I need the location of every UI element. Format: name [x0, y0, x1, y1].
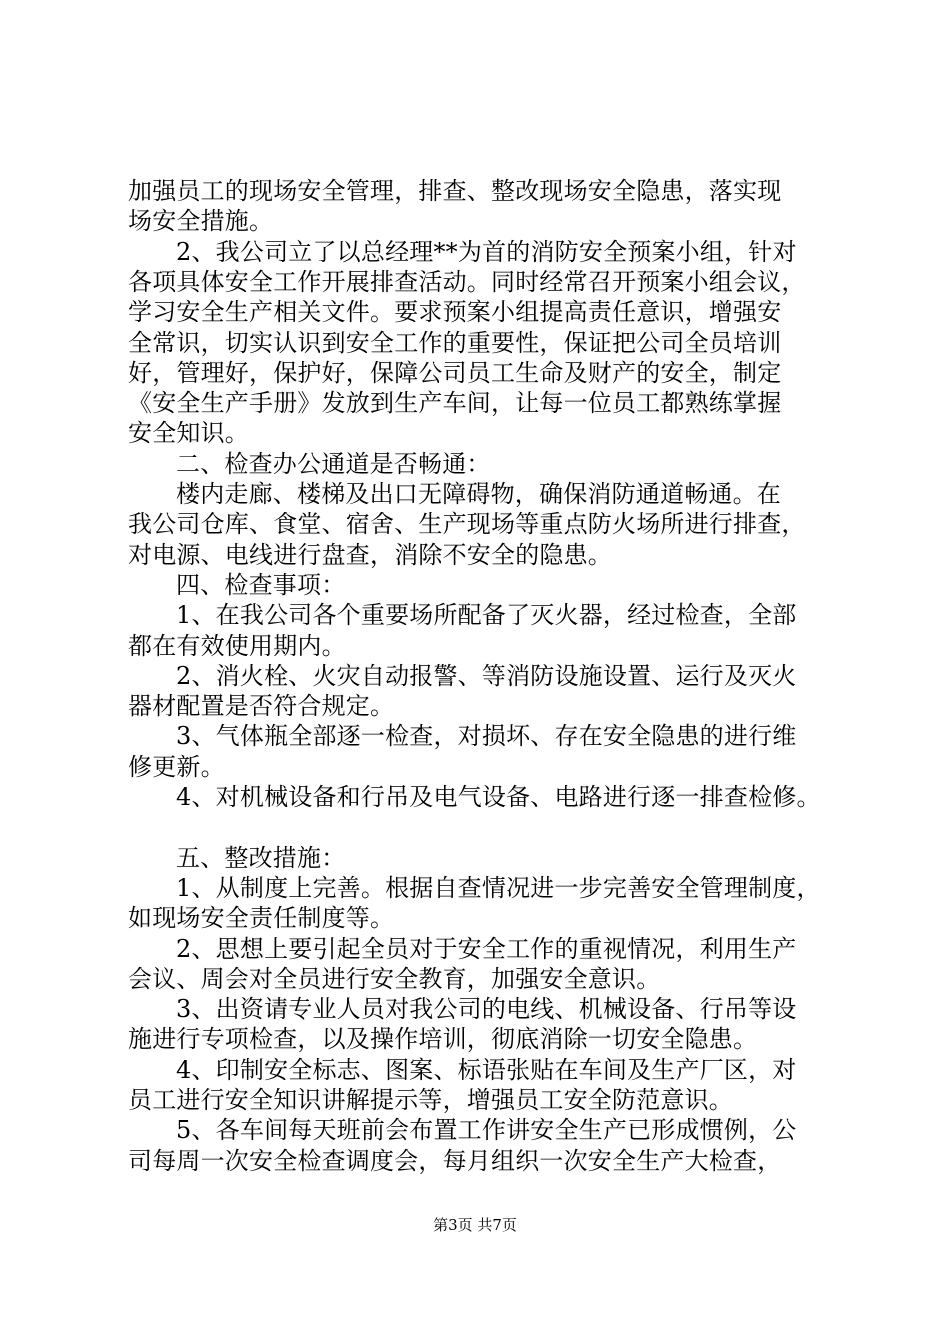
- text-line: 五、整改措施：: [176, 843, 346, 872]
- text-line: 员工进行安全知识讲解提示等，增强员工安全防范意识。: [128, 1086, 733, 1114]
- text-line: 学习安全生产相关文件。要求预案小组提高责任意识，增强安: [128, 298, 782, 327]
- text-line: 我公司仓库、食堂、宿舍、生产现场等重点防火场所进行排查，: [128, 510, 806, 539]
- text-line: 《安全生产手册》发放到生产车间，让每一位员工都熟练掌握: [128, 389, 782, 418]
- text-line: 楼内走廊、楼梯及出口无障碍物，确保消防通道畅通。在: [176, 480, 781, 508]
- text-line: 二、检查办公通道是否畅通：: [176, 449, 491, 478]
- text-line: 司每周一次安全检查调度会，每月组织一次安全生产大检查，: [128, 1146, 782, 1175]
- text-line: 如现场安全责任制度等。: [128, 904, 395, 933]
- text-line: 1、在我公司各个重要场所配备了灭火器，经过检查，全部: [176, 601, 797, 630]
- text-line: 各项具体安全工作开展排查活动。同时经常召开预案小组会议，: [128, 267, 806, 296]
- text-line: 场安全措施。: [128, 207, 274, 236]
- text-line: 2、我公司立了以总经理**为首的消防安全预案小组，针对: [176, 237, 797, 266]
- text-line: 2、消火栓、火灾自动报警、等消防设施设置、运行及灭火: [176, 661, 797, 690]
- page-footer: 第3页 共7页: [433, 1216, 517, 1234]
- text-line: 5、各车间每天班前会布置工作讲安全生产已形成惯例，公: [176, 1116, 797, 1145]
- text-line: 4、印制安全标志、图案、标语张贴在车间及生产厂区，对: [176, 1055, 797, 1084]
- text-line: 施进行专项检查，以及操作培训，彻底消除一切安全隐患。: [128, 1025, 758, 1054]
- text-line: 安全知识。: [128, 419, 249, 448]
- text-line: 对电源、电线进行盘查，消除不安全的隐患。: [128, 540, 612, 569]
- text-line: 器材配置是否符合规定。: [128, 692, 395, 721]
- text-line: 都在有效使用期内。: [128, 631, 346, 660]
- text-line: 会议、周会对全员进行安全教育，加强安全意识。: [128, 964, 661, 993]
- text-line: 四、检查事项：: [176, 570, 346, 599]
- text-line: 1、从制度上完善。根据自查情况进一步完善安全管理制度，: [176, 873, 821, 902]
- text-line: 全常识，切实认识到安全工作的重要性，保证把公司全员培训: [128, 328, 782, 357]
- text-line: 修更新。: [128, 752, 225, 781]
- text-line: 加强员工的现场安全管理，排查、整改现场安全隐患，落实现: [128, 177, 782, 205]
- text-line: 4、对机械设备和行吊及电气设备、电路进行逐一排查检修。: [176, 783, 821, 811]
- text-line: 好，管理好，保护好，保障公司员工生命及财产的安全，制定: [128, 358, 782, 387]
- text-line: 3、气体瓶全部逐一检查，对损坏、存在安全隐患的进行维: [176, 722, 797, 751]
- text-line: 3、出资请专业人员对我公司的电线、机械设备、行吊等设: [176, 995, 797, 1024]
- text-line: 2、思想上要引起全员对于安全工作的重视情况，利用生产: [176, 934, 797, 963]
